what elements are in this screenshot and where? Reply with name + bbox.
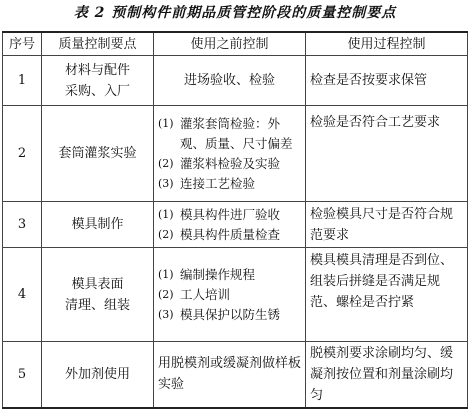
in-use-control: 检验是否符合工艺要求	[306, 106, 468, 202]
item-text: 模具构件进厂验收	[180, 206, 281, 222]
item-text: 工人培训	[180, 286, 231, 302]
before-use-control: 用脱模剂或缓凝剂做样板实验	[154, 342, 306, 408]
item-number: (1)	[158, 207, 174, 221]
control-point	[42, 56, 154, 106]
in-use-control: 脱模剂要求涂刷均匀、缓凝剂按位置和剂量涂刷均匀	[306, 342, 468, 408]
item-text: 模具保护以防生锈	[180, 306, 281, 322]
item-text: 编制操作规程	[180, 266, 256, 282]
control-point	[42, 342, 154, 408]
before-use-control	[154, 202, 306, 248]
header-no: 序号	[3, 32, 42, 56]
control-point-line: 采购、入厂	[64, 83, 130, 99]
list-item	[158, 154, 301, 174]
list-item	[158, 114, 301, 154]
table-header-row	[3, 32, 468, 56]
list-item	[158, 174, 301, 194]
row-number: 5	[3, 342, 42, 408]
before-use-control: 进场验收、检验	[154, 56, 306, 106]
table-row	[3, 56, 468, 106]
item-text: 灌浆套筒检验：外观、质量、尺寸偏差	[180, 115, 293, 151]
control-point	[42, 202, 154, 248]
table-caption: 表 2 预制构件前期品质管控阶段的质量控制要点	[73, 5, 397, 21]
control-point-line: 模具表面	[71, 276, 124, 292]
list-item	[158, 225, 301, 245]
in-use-control: 检验模具尺寸是否符合规范要求	[306, 202, 468, 248]
control-point-line: 清理、组装	[64, 297, 130, 313]
item-number: (2)	[158, 156, 174, 170]
list-item	[158, 205, 301, 225]
item-number: (1)	[158, 267, 174, 281]
in-use-control: 检查是否按要求保管	[306, 56, 468, 106]
header-point: 质量控制要点	[42, 32, 154, 56]
in-use-control: 模具模具清理是否到位、组装后拼缝是否满足规范、螺栓是否拧紧	[306, 248, 468, 342]
item-number: (2)	[158, 227, 174, 241]
control-point-line: 套筒灌浆实验	[58, 146, 137, 161]
item-number: (1)	[158, 116, 174, 130]
item-text: 灌浆料检验及实验	[180, 155, 281, 171]
quality-control-table	[2, 31, 468, 409]
control-point-line: 材料与配件	[64, 62, 130, 78]
item-number: (3)	[158, 176, 174, 190]
control-point-line: 外加剂使用	[64, 366, 130, 382]
row-number: 2	[3, 106, 42, 202]
header-before: 使用之前控制	[154, 32, 306, 56]
item-number: (3)	[158, 307, 174, 321]
row-number: 4	[3, 248, 42, 342]
table-row	[3, 248, 468, 342]
header-process: 使用过程控制	[306, 32, 468, 56]
control-point-line: 模具制作	[71, 217, 124, 232]
control-point	[42, 106, 154, 202]
row-number: 3	[3, 202, 42, 248]
list-item	[158, 285, 301, 305]
before-use-control	[154, 106, 306, 202]
control-point	[42, 248, 154, 342]
table-row	[3, 202, 468, 248]
row-number: 1	[3, 56, 42, 106]
table-row	[3, 106, 468, 202]
item-number: (2)	[158, 287, 174, 301]
table-row	[3, 342, 468, 408]
list-item	[158, 305, 301, 325]
item-text: 连接工艺检验	[180, 175, 256, 191]
before-use-control	[154, 248, 306, 342]
item-text: 模具构件质量检查	[180, 226, 281, 242]
list-item	[158, 265, 301, 285]
